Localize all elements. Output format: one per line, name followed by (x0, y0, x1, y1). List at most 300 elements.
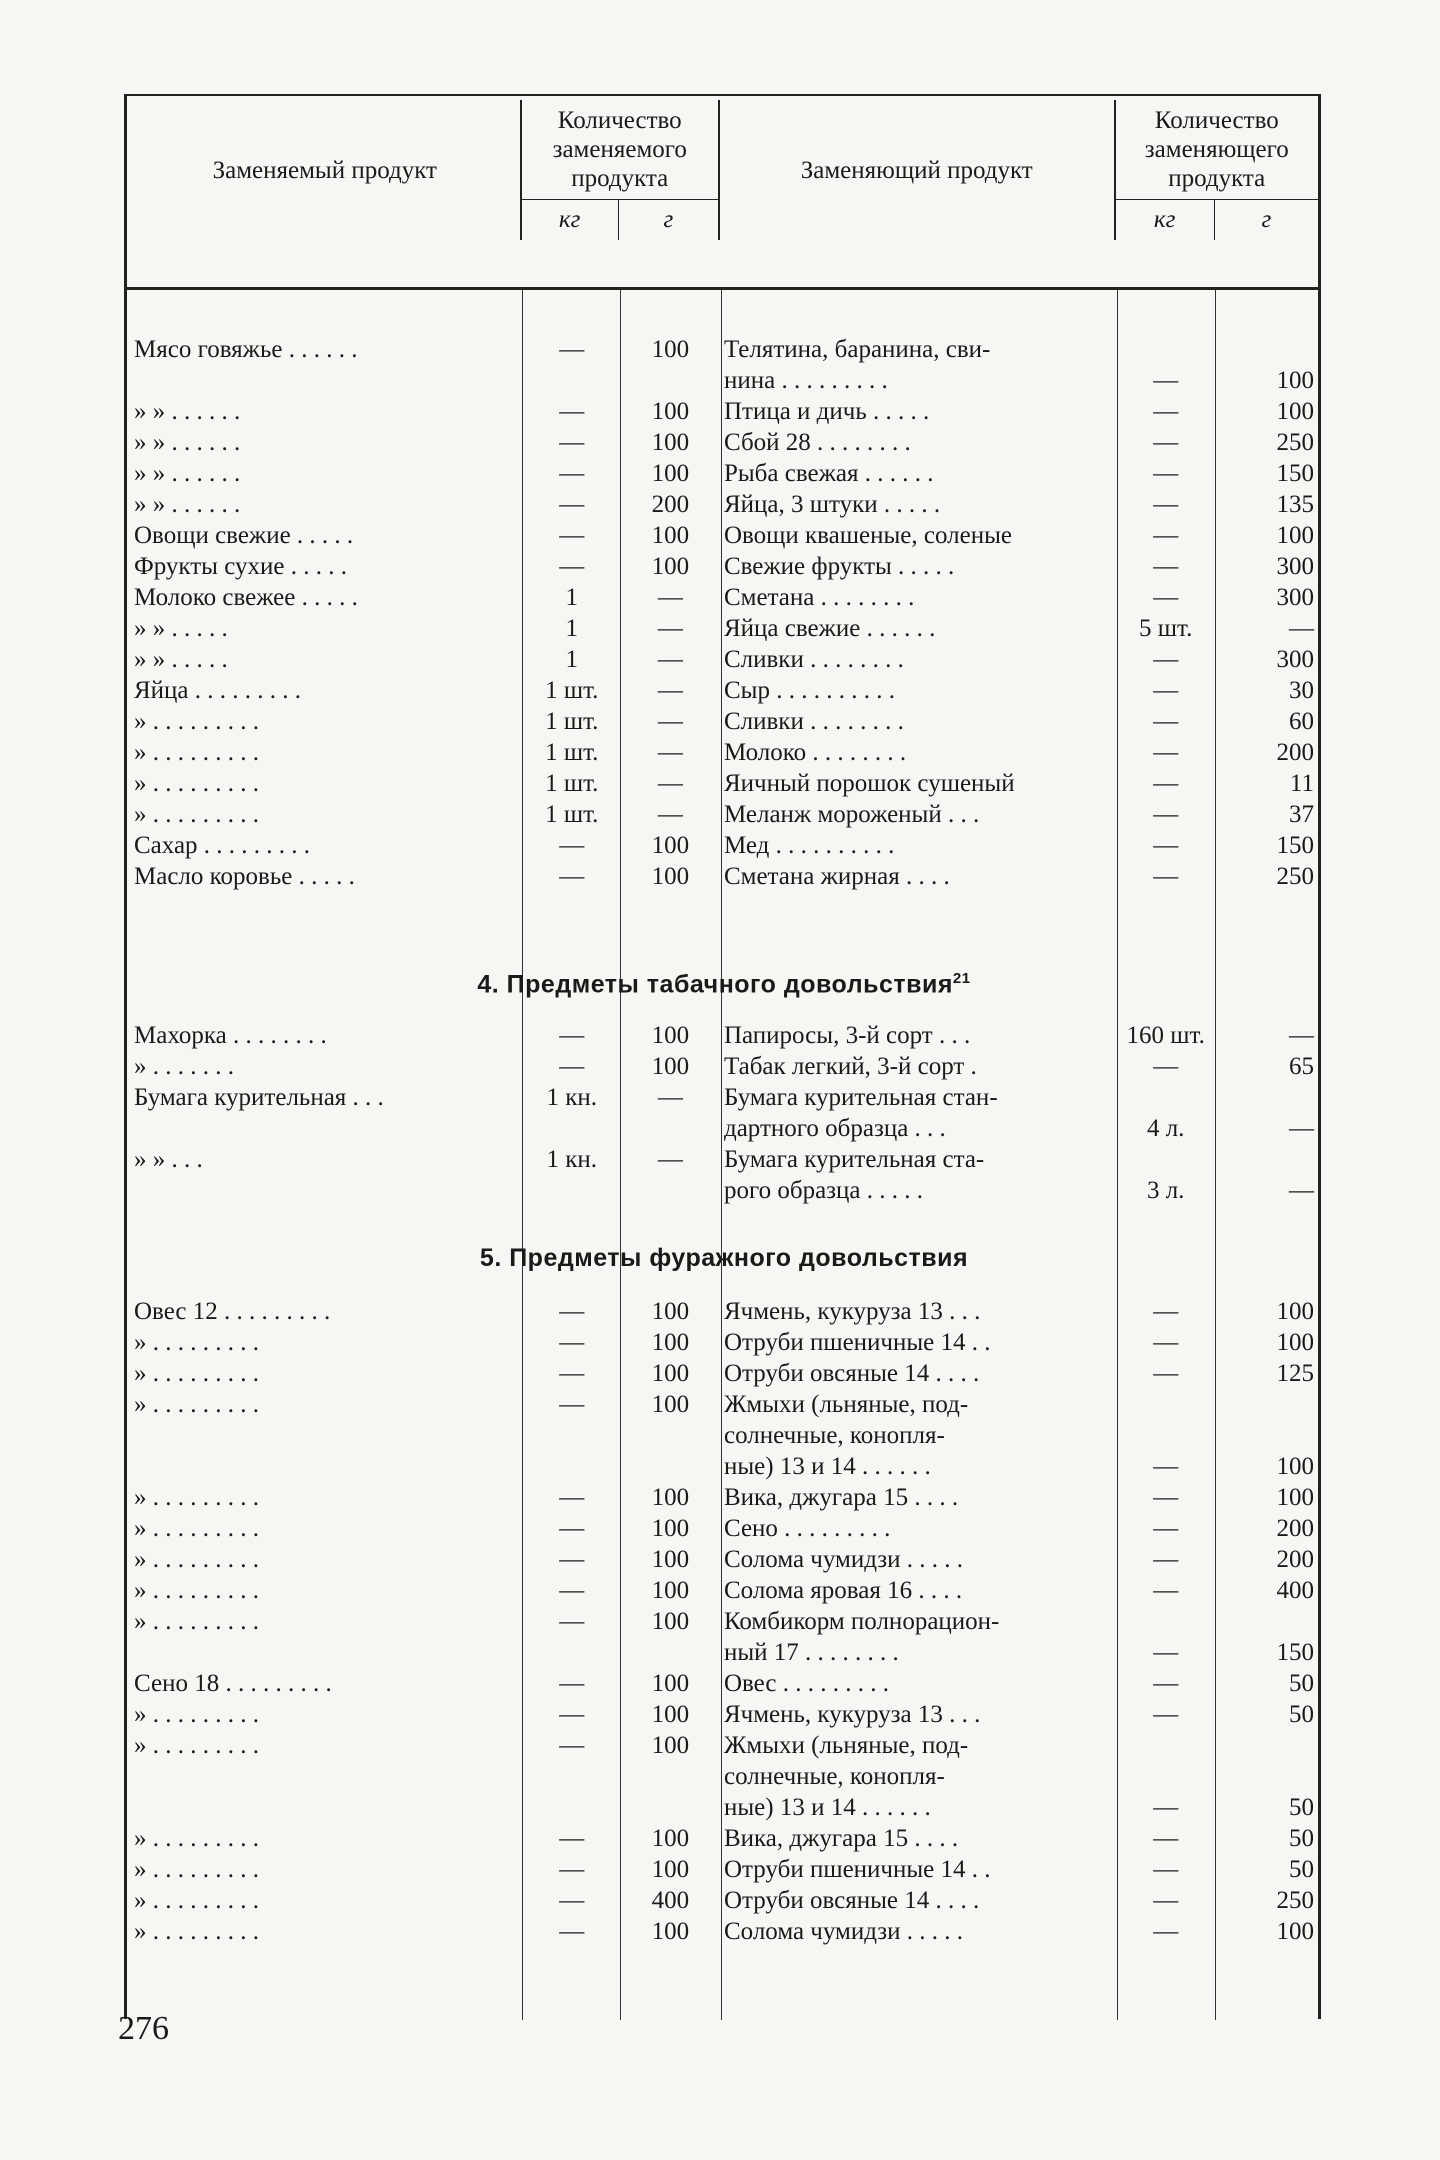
cell-g1: 100 (651, 429, 690, 456)
cell-g2: 50 (1289, 1670, 1314, 1697)
cell-name: » . . . . . . . . . (134, 1608, 259, 1635)
cell-g1: 100 (651, 398, 690, 425)
table-row (130, 1144, 1318, 1175)
cell-sub: Солома яровая 16 . . . . (723, 1577, 963, 1604)
table-row (130, 1358, 1318, 1389)
table-row (130, 551, 1318, 582)
cell-g1: 100 (651, 1022, 690, 1049)
cell-kg1: — (559, 1515, 585, 1542)
cell-sub: Сливки . . . . . . . . (723, 708, 904, 735)
cell-g2: 37 (1289, 801, 1314, 828)
cell-name: » » . . . . . . (134, 491, 241, 518)
table-row (130, 1082, 1318, 1113)
table-row (130, 1296, 1318, 1327)
cell-kg1: — (559, 522, 585, 549)
table-row (130, 1451, 1318, 1482)
cell-name: Масло коровье . . . . . (134, 863, 355, 890)
cell-g1: 100 (651, 1732, 690, 1759)
cell-kg1: — (559, 460, 585, 487)
cell-g1 (621, 365, 720, 396)
cell-name: » . . . . . . . . . (134, 739, 259, 766)
cell-g2: 100 (1276, 1918, 1314, 1945)
cell-name: Мясо говяжье . . . . . . (134, 336, 358, 363)
cell-kg1 (523, 1451, 621, 1482)
cell-sub: Вика, джугара 15 . . . . (723, 1484, 959, 1511)
table-row (130, 1513, 1318, 1544)
cell-kg2 (1117, 1730, 1215, 1761)
cell-sub: ные) 13 и 14 . . . . . . (723, 1453, 931, 1480)
table-row (130, 1823, 1318, 1854)
cell-g1: 100 (651, 553, 690, 580)
cell-kg2: — (1153, 1887, 1179, 1914)
cell-g2: 11 (1289, 770, 1314, 797)
section-forage-table (130, 1296, 1318, 1947)
cell-g2: 100 (1276, 367, 1314, 394)
cell-g2: 50 (1289, 1856, 1314, 1883)
cell-kg1: — (559, 1053, 585, 1080)
cell-sub: Сыр . . . . . . . . . . (723, 677, 895, 704)
cell-kg1: — (559, 336, 585, 363)
cell-g2: 200 (1276, 1546, 1314, 1573)
cell-kg2: — (1153, 367, 1179, 394)
cell-sub: Ячмень, кукуруза 13 . . . (723, 1701, 981, 1728)
cell-sub: Мед . . . . . . . . . . (723, 832, 895, 859)
cell-kg2: — (1153, 770, 1179, 797)
table-row (130, 613, 1318, 644)
header-unit-g: г (618, 199, 719, 240)
cell-kg1: — (559, 832, 585, 859)
cell-g1: — (657, 1084, 683, 1111)
cell-sub: Рыба свежая . . . . . . (723, 460, 934, 487)
cell-kg2: — (1153, 584, 1179, 611)
cell-kg1: — (559, 1856, 585, 1883)
cell-kg1: 1 шт. (545, 770, 599, 797)
cell-kg2: 160 шт. (1126, 1022, 1205, 1049)
cell-sub: Табак легкий, 3-й сорт . (723, 1053, 977, 1080)
cell-name: » . . . . . . . . . (134, 1887, 259, 1914)
cell-name: » . . . . . . . . . (134, 1577, 259, 1604)
cell-g2 (1215, 1420, 1318, 1451)
cell-sub: Комбикорм полнорацион- (723, 1608, 1000, 1635)
cell-sub: Бумага курительная стан- (723, 1084, 998, 1111)
cell-g1 (621, 1451, 720, 1482)
cell-sub: Сметана . . . . . . . . (723, 584, 915, 611)
cell-sub: солнечные, конопля- (723, 1422, 945, 1449)
cell-g2: 125 (1276, 1360, 1314, 1387)
cell-name: » . . . . . . . . . (134, 1546, 259, 1573)
cell-sub: Отруби пшеничные 14 . . (723, 1329, 991, 1356)
cell-kg1: — (559, 1918, 585, 1945)
table-row (130, 334, 1318, 365)
table-row (130, 799, 1318, 830)
table-row (130, 706, 1318, 737)
cell-name: » » . . . . . . (134, 398, 241, 425)
cell-name: Фрукты сухие . . . . . (134, 553, 347, 580)
table-row (130, 1482, 1318, 1513)
section-title-text: 5. Предметы фуражного довольствия (479, 1244, 969, 1272)
cell-name (130, 1420, 523, 1451)
cell-kg2: — (1153, 832, 1179, 859)
cell-name: » . . . . . . . . . (134, 801, 259, 828)
table-row (130, 1575, 1318, 1606)
cell-g1 (621, 1175, 720, 1206)
cell-name: » . . . . . . . . . (134, 1329, 259, 1356)
table-row (130, 1327, 1318, 1358)
cell-g2 (1215, 334, 1318, 365)
cell-kg1: — (559, 398, 585, 425)
cell-sub: ный 17 . . . . . . . . (723, 1639, 899, 1666)
header-bottom-rule (124, 287, 1321, 290)
cell-kg2: — (1153, 553, 1179, 580)
cell-kg2: — (1153, 491, 1179, 518)
section-food-table (130, 334, 1318, 892)
cell-g1: 100 (651, 1391, 690, 1418)
cell-name (130, 1761, 523, 1792)
cell-g2 (1215, 1761, 1318, 1792)
cell-g2: 100 (1276, 522, 1314, 549)
cell-g1: 100 (651, 1856, 690, 1883)
cell-g1: 100 (651, 1608, 690, 1635)
cell-kg1: — (559, 1577, 585, 1604)
cell-sub: рого образца . . . . . (723, 1177, 924, 1204)
cell-sub: Сбой 28 . . . . . . . . (723, 429, 911, 456)
table-row (130, 1020, 1318, 1051)
table-left-border (124, 94, 127, 2019)
cell-kg2: 5 шт. (1139, 615, 1193, 642)
cell-kg1: — (559, 1360, 585, 1387)
cell-g2: 300 (1276, 646, 1314, 673)
table-row (130, 1761, 1318, 1792)
cell-kg2: — (1153, 1856, 1179, 1883)
cell-name: » » . . . . . . (134, 429, 241, 456)
cell-kg1: — (559, 1022, 585, 1049)
header-replaced-product: Заменяемый продукт (212, 156, 437, 184)
cell-kg2: — (1153, 1484, 1179, 1511)
cell-name: » . . . . . . . . . (134, 1732, 259, 1759)
cell-sub: Солома чумидзи . . . . . (723, 1546, 964, 1573)
cell-kg2: 3 л. (1146, 1177, 1185, 1204)
cell-name: Сено 18 . . . . . . . . . (134, 1670, 332, 1697)
header-qty-replacing: Количество заменяющего продукта (1115, 100, 1318, 199)
cell-g1: 100 (651, 1701, 690, 1728)
cell-g2: 60 (1289, 708, 1314, 735)
cell-kg1: — (559, 1732, 585, 1759)
cell-g1: 200 (651, 491, 690, 518)
cell-sub: Свежие фрукты . . . . . (723, 553, 955, 580)
cell-kg2: — (1153, 460, 1179, 487)
cell-kg1 (523, 1792, 621, 1823)
cell-name: » . . . . . . . (134, 1053, 234, 1080)
cell-sub: дартного образца . . . (723, 1115, 946, 1142)
cell-sub: солнечные, конопля- (723, 1763, 945, 1790)
cell-name: Яйца . . . . . . . . . (134, 677, 302, 704)
table-row (130, 1420, 1318, 1451)
cell-kg1: 1 (565, 646, 578, 673)
cell-g2: — (1289, 1177, 1314, 1204)
cell-kg2: — (1153, 1515, 1179, 1542)
cell-kg1 (523, 1420, 621, 1451)
cell-name: » » . . . (134, 1146, 203, 1173)
cell-g2: 150 (1276, 460, 1314, 487)
cell-g2 (1215, 1082, 1318, 1113)
cell-name: » » . . . . . (134, 615, 228, 642)
table-row (130, 830, 1318, 861)
cell-g1 (621, 1637, 720, 1668)
section-title-forage (130, 1244, 1318, 1273)
cell-g1: — (657, 739, 683, 766)
cell-kg2 (1117, 1082, 1215, 1113)
cell-kg1: 1 шт. (545, 708, 599, 735)
cell-sub: Папиросы, 3-й сорт . . . (723, 1022, 971, 1049)
section-title-text: 4. Предметы табачного довольствия (477, 970, 953, 999)
cell-g1 (621, 1420, 720, 1451)
cell-name: » . . . . . . . . . (134, 1918, 259, 1945)
table-row (130, 768, 1318, 799)
cell-kg2 (1117, 1389, 1215, 1420)
cell-sub: Жмыхи (льняные, под- (723, 1732, 969, 1759)
cell-g1: — (657, 708, 683, 735)
cell-name (130, 365, 523, 396)
table-row (130, 582, 1318, 613)
cell-g1: — (657, 677, 683, 704)
table-top-rule (124, 94, 1321, 96)
cell-kg2: — (1153, 1825, 1179, 1852)
section-tobacco-table (130, 1020, 1318, 1206)
cell-kg1: — (559, 863, 585, 890)
cell-kg1: 1 шт. (545, 801, 599, 828)
table-row (130, 1730, 1318, 1761)
cell-name: Бумага курительная . . . (134, 1084, 384, 1111)
cell-sub: Отруби пшеничные 14 . . (723, 1856, 991, 1883)
cell-kg2: — (1153, 522, 1179, 549)
table-row (130, 644, 1318, 675)
cell-kg2 (1117, 1144, 1215, 1175)
cell-kg1: 1 кн. (546, 1146, 597, 1173)
cell-kg2: — (1153, 429, 1179, 456)
cell-kg1: 1 (565, 584, 578, 611)
cell-kg2: — (1153, 1577, 1179, 1604)
cell-g2: 50 (1289, 1825, 1314, 1852)
cell-g1: — (657, 615, 683, 642)
cell-kg2 (1117, 1606, 1215, 1637)
table-row (130, 1854, 1318, 1885)
cell-kg2: — (1153, 1670, 1179, 1697)
cell-name (130, 1637, 523, 1668)
cell-sub: нина . . . . . . . . . (723, 367, 888, 394)
cell-kg1: — (559, 1887, 585, 1914)
footnote-ref: 21 (952, 970, 971, 987)
header-unit-kg: кг (521, 199, 619, 240)
cell-g1: 100 (651, 1053, 690, 1080)
table-row (130, 520, 1318, 551)
table-row (130, 675, 1318, 706)
cell-kg2: — (1153, 677, 1179, 704)
cell-name: » » . . . . . . (134, 460, 241, 487)
cell-kg2: — (1153, 1701, 1179, 1728)
cell-g2: 100 (1276, 1298, 1314, 1325)
cell-sub: Молоко . . . . . . . . (723, 739, 907, 766)
cell-kg1: — (559, 1701, 585, 1728)
cell-g2: 135 (1276, 491, 1314, 518)
cell-kg1: 1 кн. (546, 1084, 597, 1111)
cell-name (130, 1792, 523, 1823)
table-row (130, 1792, 1318, 1823)
cell-kg1 (523, 1637, 621, 1668)
cell-kg1: — (559, 1608, 585, 1635)
cell-g2: 200 (1276, 739, 1314, 766)
cell-kg2 (1117, 334, 1215, 365)
cell-g1: — (657, 770, 683, 797)
cell-g2 (1215, 1389, 1318, 1420)
cell-kg1: — (559, 1329, 585, 1356)
cell-g2: 300 (1276, 553, 1314, 580)
cell-name: » . . . . . . . . . (134, 1701, 259, 1728)
cell-sub: Солома чумидзи . . . . . (723, 1918, 964, 1945)
table-row (130, 1668, 1318, 1699)
cell-g2: 65 (1289, 1053, 1314, 1080)
cell-g1: 100 (651, 1918, 690, 1945)
cell-name (130, 1451, 523, 1482)
table-row (130, 1113, 1318, 1144)
cell-name: » . . . . . . . . . (134, 1515, 259, 1542)
table-row (130, 1699, 1318, 1730)
cell-g2: 300 (1276, 584, 1314, 611)
cell-g1: 100 (651, 863, 690, 890)
cell-sub: Овес . . . . . . . . . (723, 1670, 889, 1697)
table-row (130, 1544, 1318, 1575)
cell-g2: 250 (1276, 429, 1314, 456)
cell-kg2: — (1153, 739, 1179, 766)
cell-name: Махорка . . . . . . . . (134, 1022, 327, 1049)
table-row (130, 489, 1318, 520)
cell-sub: Ячмень, кукуруза 13 . . . (723, 1298, 981, 1325)
cell-sub: Сено . . . . . . . . . (723, 1515, 891, 1542)
cell-g2: 100 (1276, 1484, 1314, 1511)
cell-g1: 100 (651, 1546, 690, 1573)
cell-sub: Яичный порошок сушеный (723, 770, 1015, 797)
header-replacing-product: Заменяющий продукт (800, 156, 1033, 184)
cell-kg1 (523, 1175, 621, 1206)
cell-g1: 400 (651, 1887, 690, 1914)
cell-name: Сахар . . . . . . . . . (134, 832, 311, 859)
cell-g1: 100 (651, 1577, 690, 1604)
cell-kg1: — (559, 1391, 585, 1418)
cell-sub: Вика, джугара 15 . . . . (723, 1825, 959, 1852)
cell-g2: 50 (1289, 1701, 1314, 1728)
cell-g2: — (1289, 1022, 1314, 1049)
table-right-border (1318, 94, 1321, 2019)
cell-g1: 100 (651, 1670, 690, 1697)
cell-kg2: — (1153, 1639, 1179, 1666)
table-row (130, 427, 1318, 458)
cell-name: » . . . . . . . . . (134, 1484, 259, 1511)
cell-kg1 (523, 1113, 621, 1144)
cell-sub: Сметана жирная . . . . (723, 863, 950, 890)
cell-g1: — (657, 584, 683, 611)
cell-sub: Яйца, 3 штуки . . . . . (723, 491, 941, 518)
cell-kg1: — (559, 1298, 585, 1325)
cell-name: » . . . . . . . . . (134, 1825, 259, 1852)
cell-kg1 (523, 1761, 621, 1792)
cell-g2 (1215, 1730, 1318, 1761)
table-row (130, 396, 1318, 427)
cell-sub: ные) 13 и 14 . . . . . . (723, 1794, 931, 1821)
cell-g1 (621, 1761, 720, 1792)
cell-sub: Жмыхи (льняные, под- (723, 1391, 969, 1418)
cell-kg1: — (559, 1546, 585, 1573)
cell-g1: 100 (651, 1329, 690, 1356)
cell-g2: 250 (1276, 1887, 1314, 1914)
cell-sub: Бумага курительная ста- (723, 1146, 985, 1173)
cell-g1: 100 (651, 460, 690, 487)
cell-g1 (621, 1792, 720, 1823)
cell-sub: Телятина, баранина, сви- (723, 336, 991, 363)
table-row (130, 1051, 1318, 1082)
table-row (130, 1389, 1318, 1420)
cell-g2: 100 (1276, 398, 1314, 425)
cell-name (130, 1113, 523, 1144)
cell-sub: Отруби овсяные 14 . . . . (723, 1360, 980, 1387)
cell-kg2: 4 л. (1146, 1115, 1185, 1142)
cell-g1: 100 (651, 336, 690, 363)
cell-g2: — (1289, 1115, 1314, 1142)
cell-kg2 (1117, 1761, 1215, 1792)
cell-name: Овес 12 . . . . . . . . . (134, 1298, 331, 1325)
table-row (130, 1885, 1318, 1916)
table-row (130, 1637, 1318, 1668)
table-header (130, 100, 1318, 240)
cell-name (130, 1175, 523, 1206)
cell-g2: 150 (1276, 832, 1314, 859)
cell-sub: Меланж мороженый . . . (723, 801, 980, 828)
cell-g2: 30 (1289, 677, 1314, 704)
cell-g2: 100 (1276, 1329, 1314, 1356)
header-unit-g: г (1261, 206, 1272, 234)
cell-g2: 200 (1276, 1515, 1314, 1542)
cell-kg1: 1 шт. (545, 677, 599, 704)
cell-g2: 250 (1276, 863, 1314, 890)
cell-kg1: 1 (565, 615, 578, 642)
cell-kg2: — (1153, 1453, 1179, 1480)
cell-name: Молоко свежее . . . . . (134, 584, 358, 611)
cell-g2: — (1289, 615, 1314, 642)
cell-kg1 (523, 365, 621, 396)
cell-kg1: — (559, 491, 585, 518)
cell-kg1: — (559, 1825, 585, 1852)
cell-g1: 100 (651, 832, 690, 859)
cell-g1: 100 (651, 1825, 690, 1852)
cell-kg2: — (1153, 1794, 1179, 1821)
cell-sub: Отруби овсяные 14 . . . . (723, 1887, 980, 1914)
cell-kg2: — (1153, 1360, 1179, 1387)
cell-g1: — (657, 801, 683, 828)
cell-g2 (1215, 1144, 1318, 1175)
cell-name: » . . . . . . . . . (134, 770, 259, 797)
cell-kg1: 1 шт. (545, 739, 599, 766)
cell-name: » » . . . . . (134, 646, 228, 673)
cell-g1: 100 (651, 1515, 690, 1542)
cell-kg2: — (1153, 1298, 1179, 1325)
cell-g1: — (657, 646, 683, 673)
table-row (130, 458, 1318, 489)
cell-g1: — (657, 1146, 683, 1173)
cell-kg2: — (1153, 1329, 1179, 1356)
cell-sub: Овощи квашеные, соленые (723, 522, 1012, 549)
table-row (130, 1606, 1318, 1637)
table-row (130, 365, 1318, 396)
cell-g2: 150 (1276, 1639, 1314, 1666)
cell-name: Овощи свежие . . . . . (134, 522, 354, 549)
